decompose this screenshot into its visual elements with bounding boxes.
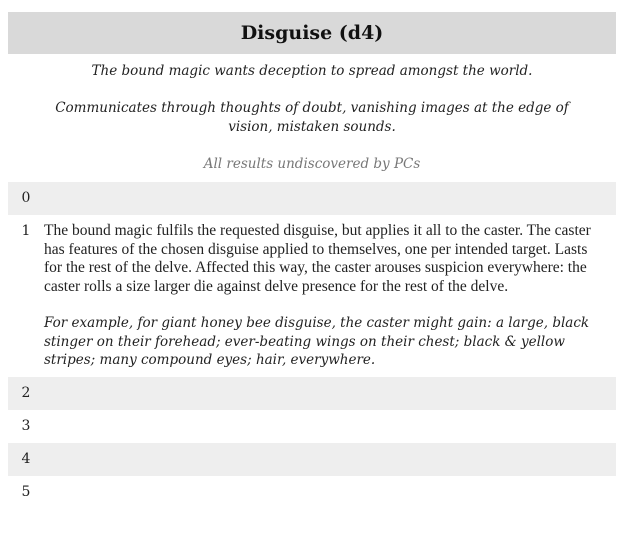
row-number: 3: [21, 417, 31, 434]
result-row-0: [8, 182, 616, 215]
row-number: 4: [21, 450, 31, 467]
result-row-3: [8, 410, 616, 443]
result-row-5: [8, 476, 616, 507]
intro-desire: The bound magic wants deception to spread amongst the world.: [91, 63, 533, 79]
result-row-2: [8, 377, 616, 410]
result-example: For example, for giant honey bee disguise, the caster might gain: a large, black stinger on their forehead; ever-beating wings on their chest; black & yellow stripes; many compound eyes; hair, everywhere.: [44, 315, 590, 368]
results-list: [8, 182, 616, 507]
row-number: 1: [21, 223, 31, 239]
intro-note: All results undiscovered by PCs: [203, 156, 421, 172]
result-row-1: [8, 215, 616, 377]
result-text: The bound magic fulfils the requested disguise, but applies it all to the caster. The caster has features of the chosen disguise applied to themselves, one per intended target. Lasts for the rest of the delve. Affected this way, the caster arouses suspicion everywhere: the caster rolls a size larger die against delve presence for the rest of the delve.: [44, 222, 591, 295]
title-bar: [8, 12, 616, 54]
intro-communication: Communicates through thoughts of doubt, vanishing images at the edge of vision, mistaken sounds.: [55, 100, 569, 135]
table-title: Disguise (d4): [240, 22, 384, 44]
disguise-table: [8, 12, 616, 507]
result-row-4: [8, 443, 616, 476]
row-number: 2: [21, 384, 31, 401]
row-number: 5: [21, 483, 31, 500]
row-number: 0: [21, 190, 31, 206]
